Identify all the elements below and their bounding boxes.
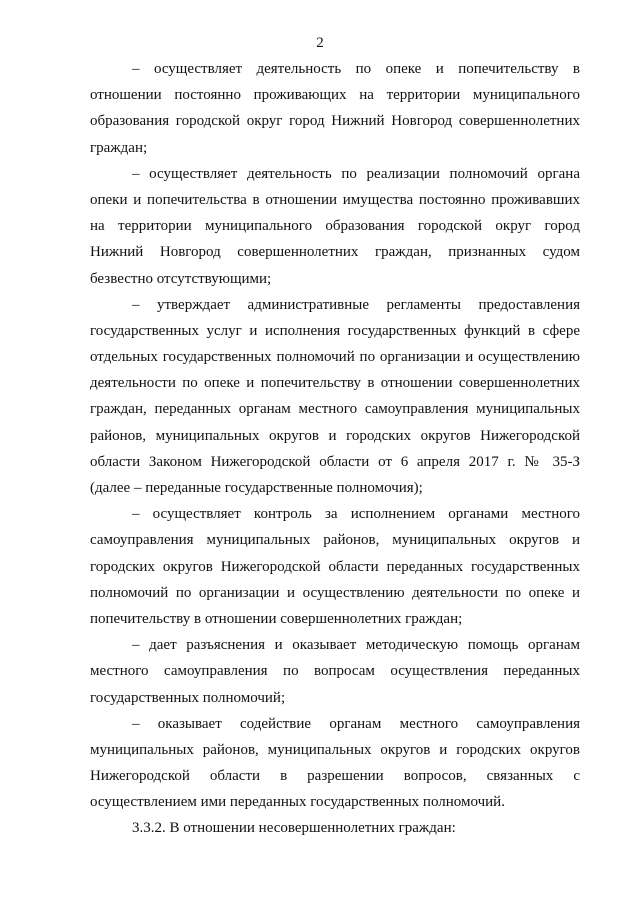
text-line: – оказывает содействие органам местного самоуправления [132, 715, 580, 732]
text-line: опеки и попечительства в отношении имущества постоянно проживавших [90, 191, 580, 208]
text-line: Нижний Новгород совершеннолетних граждан, признанных судом [90, 244, 580, 261]
text-line: – дает разъяснения и оказывает методическую помощь органам [132, 637, 580, 654]
text-line: деятельности по опеке и попечительству в отношении совершеннолетних [90, 375, 580, 392]
text-line: Нижегородской области в разрешении вопросов, связанных с [90, 768, 580, 785]
text-line: муниципальных районов, муниципальных округов и городских округов [90, 741, 580, 758]
text-line: попечительству в отношении совершеннолетних граждан; [90, 610, 463, 627]
text-line: городских округов Нижегородской области переданных государственных [90, 558, 580, 575]
text-line: – осуществляет деятельность по опеке и попечительству в [132, 61, 580, 77]
text-line: отдельных государственных полномочий по организации и осуществлению [90, 349, 580, 366]
text-line: 3.3.2. В отношении несовершеннолетних граждан: [132, 820, 456, 837]
text-line: на территории муниципального образования городской округ город [90, 218, 580, 235]
text-line: государственных услуг и исполнения государственных функций в сфере [90, 322, 580, 339]
text-line: (далее – переданные государственные полномочия); [90, 480, 423, 496]
text-line: отношении постоянно проживающих на территории муниципального [90, 87, 580, 104]
text-line: самоуправления муниципальных районов, муниципальных округов и [90, 532, 580, 549]
page-number: 2 [316, 35, 324, 51]
text-line: – осуществляет контроль за исполнением органами местного [132, 506, 580, 523]
text-line: – утверждает административные регламенты предоставления [132, 296, 580, 313]
text-line: районов, муниципальных округов и городских округов Нижегородской [90, 427, 580, 444]
text-line: граждан, переданных органам местного самоуправления муниципальных [90, 401, 580, 418]
text-line: граждан; [90, 139, 148, 156]
text-line: местного самоуправления по вопросам осуществления переданных [90, 663, 580, 680]
text-line: государственных полномочий; [90, 689, 286, 706]
text-line: – осуществляет деятельность по реализации полномочий органа [132, 165, 580, 182]
text-line: полномочий по организации и осуществлению деятельности по опеке и [90, 584, 580, 601]
text-line: области Законом Нижегородской области от 6 апреля 2017 г. № 35-З [90, 453, 580, 470]
text-line: безвестно отсутствующими; [90, 270, 272, 287]
text-line: осуществлением ими переданных государственных полномочий. [90, 794, 505, 811]
text-line: образования городской округ город Нижний Новгород совершеннолетних [90, 113, 580, 130]
document-body [90, 56, 580, 842]
